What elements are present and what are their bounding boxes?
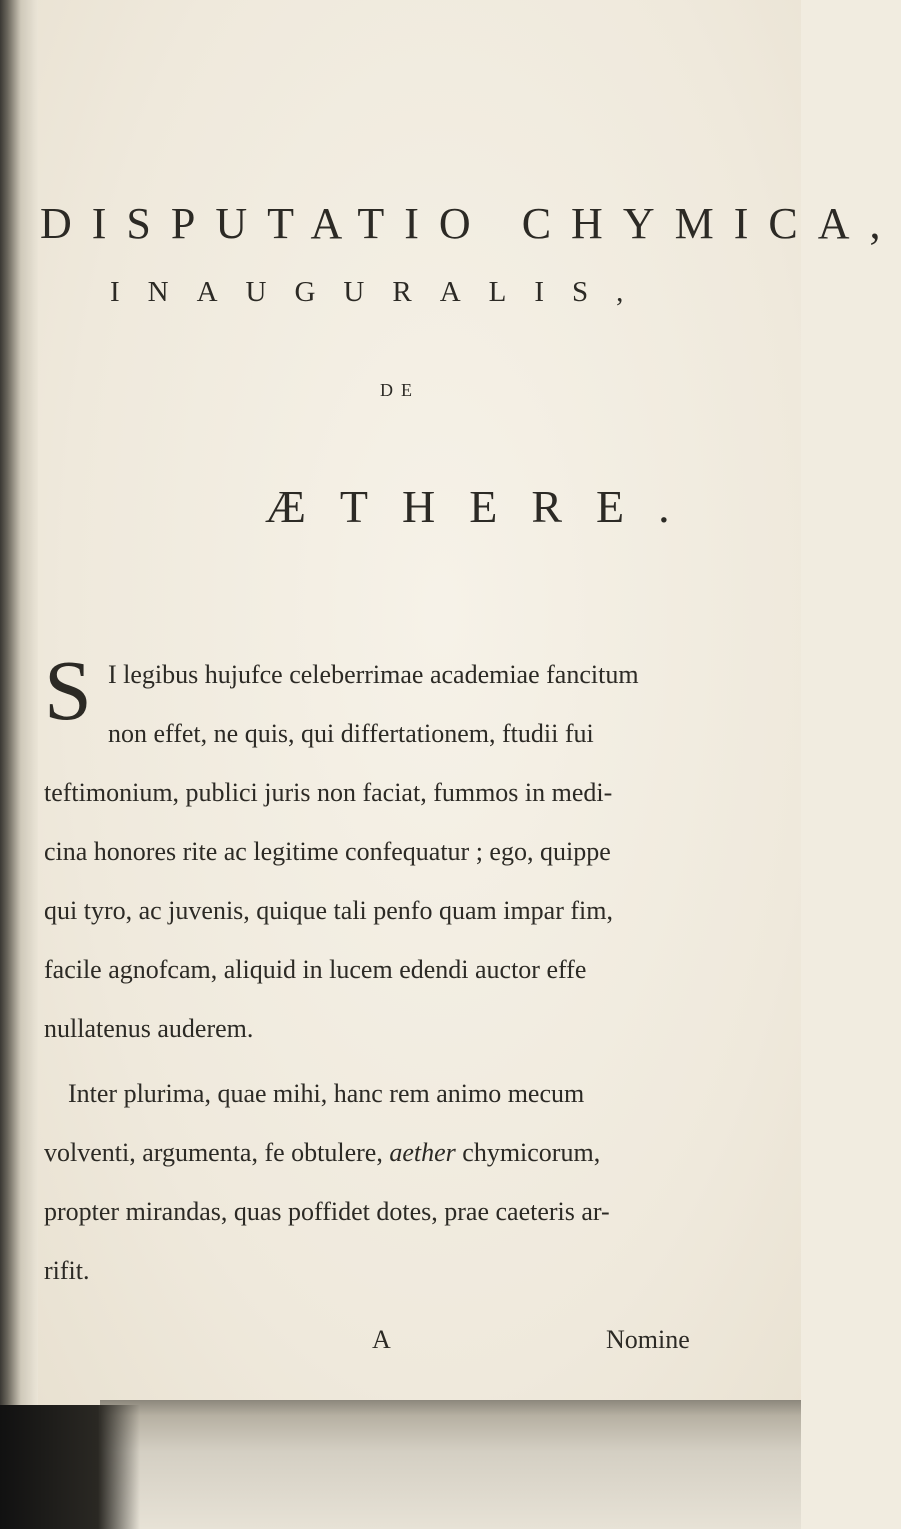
body-line-4: cina honores rite ac legitime confequatur ; ego, quippe: [44, 837, 611, 866]
body-line-9-italic: aether: [389, 1138, 456, 1167]
title-disputatio-chymica: DISPUTATIO CHYMICA,: [40, 199, 901, 248]
body-line-1: I legibus hujufce celeberrimae academiae fancitum: [108, 660, 639, 689]
body-line-9-end: chymicorum,: [455, 1138, 601, 1167]
catchword: Nomine: [606, 1325, 690, 1354]
body-line-3: teftimonium, publici juris non faciat, fummos in medi-: [44, 778, 613, 807]
book-spine-edge: [0, 0, 38, 1529]
body-line-2: non effet, ne quis, qui differtationem, ftudii fui: [108, 719, 594, 748]
body-line-5: qui tyro, ac juvenis, quique tali penfo quam impar fim,: [44, 896, 613, 925]
binding-shadow: [0, 1405, 140, 1529]
body-line-11: rifit.: [44, 1256, 90, 1285]
body-line-9-start: volventi, argumenta, fe obtulere,: [44, 1138, 390, 1167]
title-de: DE: [380, 380, 420, 400]
drop-cap: S: [44, 642, 92, 738]
title-inauguralis: INAUGURALIS,: [110, 276, 652, 308]
body-line-10: propter mirandas, quas poffidet dotes, prae caeteris ar-: [44, 1197, 610, 1226]
body-line-8: Inter plurima, quae mihi, hanc rem animo mecum: [68, 1079, 585, 1108]
body-line-6: facile agnofcam, aliquid in lucem edendi auctor effe: [44, 955, 587, 984]
title-aethere: ÆTHERE.: [265, 481, 704, 532]
signature-mark: A: [372, 1325, 391, 1354]
body-line-7: nullatenus auderem.: [44, 1014, 254, 1043]
page-bottom-shadow: [100, 1400, 801, 1529]
body-line-9: [44, 1138, 600, 1168]
